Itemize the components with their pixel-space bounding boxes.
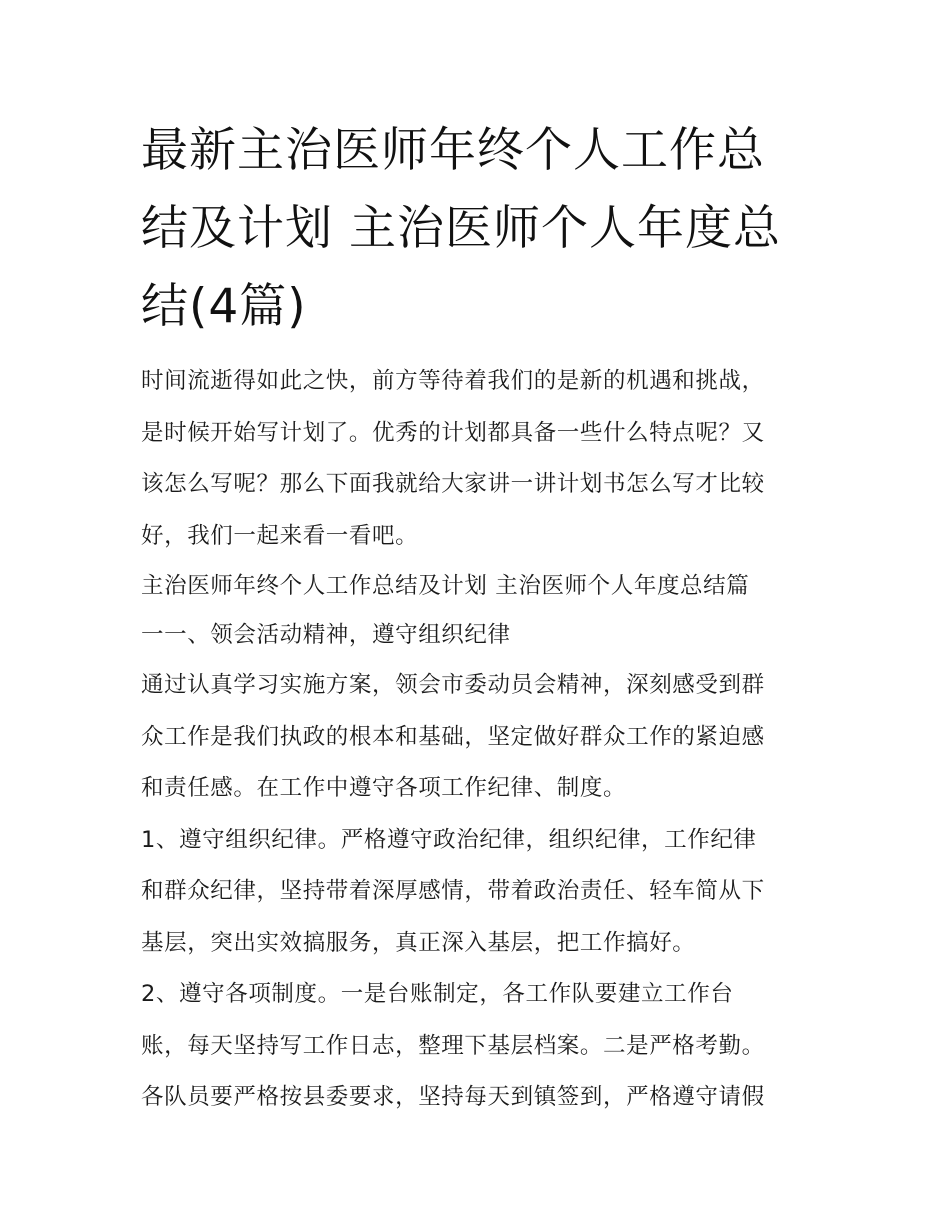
text-line: 时间流逝得如此之快，前方等待着我们的是新的机遇和挑战，: [141, 368, 765, 394]
document-body: [141, 356, 813, 1124]
text-line: 和群众纪律，坚持带着深厚感情，带着政治责任、轻车简从下: [141, 878, 765, 904]
text-line: 好，我们一起来看一看吧。: [141, 522, 419, 549]
title-line: 结(4篇): [141, 279, 307, 334]
text-line: 是时候开始写计划了。优秀的计划都具备一些什么特点呢？又: [141, 419, 765, 446]
text-line: 基层，突出实效搞服务，真正深入基层，把工作搞好。: [141, 929, 696, 956]
heading-line: 一一、领会活动精神，遵守组织纪律: [141, 622, 511, 648]
text-line: 1、遵守组织纪律。严格遵守政治纪律，组织纪律，工作纪律: [141, 826, 757, 853]
text-line: 各队员要严格按县委要求，坚持每天到镇签到，严格遵守请假: [141, 1084, 765, 1110]
heading-line: 主治医师年终个人工作总结及计划 主治医师个人年度总结篇: [141, 573, 750, 599]
section-heading: [141, 562, 813, 660]
document-title: [141, 112, 813, 346]
paragraph-regulations: [141, 969, 813, 1124]
title-line: 最新主治医师年终个人工作总: [141, 123, 765, 178]
paragraph-understanding: [141, 660, 813, 815]
title-line: 结及计划 主治医师个人年度总: [141, 201, 781, 256]
text-line: 通过认真学习实施方案，领会市委动员会精神，深刻感受到群: [141, 672, 765, 698]
text-line: 该怎么写呢？那么下面我就给大家讲一讲计划书怎么写才比较: [141, 471, 765, 497]
text-line: 众工作是我们执政的根本和基础，坚定做好群众工作的紧迫感: [141, 723, 765, 750]
text-line: 和责任感。在工作中遵守各项工作纪律、制度。: [141, 775, 627, 801]
document-content: [141, 112, 813, 1124]
paragraph-discipline: [141, 815, 813, 970]
intro-paragraph: [141, 356, 813, 562]
text-line: 账，每天坚持写工作日志，整理下基层档案。二是严格考勤。: [141, 1032, 765, 1059]
text-line: 2、遵守各项制度。一是台账制定，各工作队要建立工作台: [141, 981, 734, 1007]
